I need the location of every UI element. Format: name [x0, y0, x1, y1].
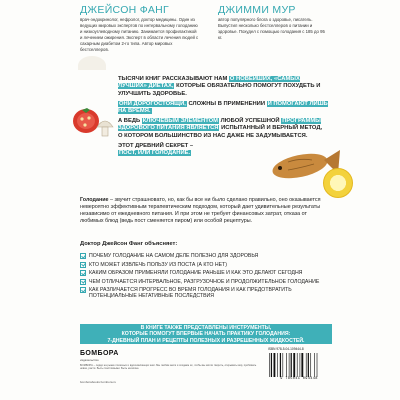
checklist: [80, 253, 330, 302]
checkbox-icon: [80, 253, 86, 259]
list-item: [80, 262, 330, 268]
author-moore: [218, 4, 328, 41]
intro-text-run: ТЫСЯЧИ КНИГ РАССКАЗЫВАЮТ НАМ: [118, 76, 229, 82]
checkbox-icon: [80, 270, 86, 276]
fasting-term: Голодание: [80, 197, 109, 203]
intro-highlight: ОНИ ДОРОГОСТОЯЩИ,: [119, 100, 186, 107]
intro-highlight: ПРОГРАММЫ ЗДОРОВОГО ПИТАНИЯ ЯВЛЯЕТСЯ: [118, 118, 321, 132]
isbn: ISBN 978-5-04-109444-8: [268, 347, 304, 351]
intro-highlight: ПОСТ, ИЛИ ГОЛОДАНИЕ.: [119, 150, 191, 157]
barcode-digits: 9 785041 094448: [280, 377, 318, 381]
lemon-illustration: [323, 168, 353, 198]
tools-line: 7-ДНЕВНЫЙ ПЛАН И РЕЦЕПТЫ ПОЛЕЗНЫХ И РАЗРЕШЕННЫХ ЖИДКОСТЕЙ.: [107, 337, 305, 344]
intro-paragraph: [118, 101, 328, 116]
list-item-text: ЧЕМ ОТЛИЧАЕТСЯ ИНТЕРВАЛЬНОЕ, РАЗГРУЗОЧНОЕ И ПРОДОЛЖИТЕЛЬНОЕ ГОЛОДАНИЕ: [89, 278, 320, 285]
intro-highlight: КЛЮЧЕВЫМ ЭЛЕМЕНТОМ: [142, 118, 218, 125]
author-bio: врач-эндокринолог, нефролог, доктор медицины. Один из ведущих мировых экспертов по интервальному голоданию и низкоуглеводному питанию. Занимается профилактикой и лечением ожирения. Эксперт в области лечения людей с сахарным диабетом 2-го типа. Автор мировых бестселлеров.: [80, 17, 199, 53]
intro-text-run: КОТОРЫЕ ОБЯЗАТЕЛЬНО ПОМОГУТ ПОХУДЕТЬ И УЛУЧШИТЬ ЗДОРОВЬЕ.: [118, 83, 321, 97]
barcode: [268, 353, 330, 377]
list-item: [80, 279, 330, 285]
intro-paragraph: [118, 76, 328, 98]
checkbox-icon: [80, 262, 86, 268]
checkbox-icon: [80, 287, 86, 293]
mushroom-illustration: [78, 56, 106, 70]
list-item: [80, 270, 330, 276]
author-name: ДЖЕЙСОН ФАНГ: [80, 4, 169, 16]
mushroom-illustration: [96, 117, 114, 137]
intro-text-run: ИСПЫТАННЫЙ И ВЕРНЫЙ МЕТОД, О КОТОРОМ БОЛЬШИНСТВО ИЗ НАС ДАЖЕ НЕ ЗАДУМЫВАЕТСЯ.: [118, 125, 323, 139]
doctor-heading: Доктор Джейсон Фанг объясняет:: [80, 241, 178, 247]
list-item: [80, 287, 330, 299]
list-item-text: КАК РАЗЛИЧАЕТСЯ ПРОГРЕСС ВО ВРЕМЯ ГОЛОДАНИЯ И КАК ПРЕДОТВРАТИТЬ ПОТЕНЦИАЛЬНЫЕ НЕГАТИВНЫЕ ПОСЛЕДСТВИЯ: [89, 287, 292, 300]
publisher-subtitle: издательство: [80, 358, 99, 362]
intro-text-run: ЭТОТ ДРЕВНИЙ СЕКРЕТ –: [118, 142, 194, 149]
tools-banner: [80, 324, 332, 344]
tools-line: В КНИГЕ ТАКЖЕ ПРЕДСТАВЛЕНЫ ИНСТРУМЕНТЫ,: [140, 325, 272, 331]
publisher-logo: БОМБОРА: [80, 350, 119, 357]
intro-text-run: СЛОЖНЫ В ПРИМЕНЕНИИ: [186, 100, 267, 107]
list-item-text: КТО МОЖЕТ ИЗВЛЕЧЬ ПОЛЬЗУ ИЗ ПОСТА (А КТО НЕТ): [89, 261, 227, 268]
tools-line: КОТОРЫЕ ПОМОГУТ ВПЕРВЫЕ НАЧАТЬ ПРАКТИКУ ГОЛОДАНИЯ:: [121, 331, 291, 338]
intro-text-run: ЛЮБОЙ УСПЕШНОЙ: [218, 118, 282, 125]
list-item-text: ПОЧЕМУ ГОЛОДАНИЕ НА САМОМ ДЕЛЕ ПОЛЕЗНО ДЛЯ ЗДОРОВЬЯ: [89, 253, 259, 259]
intro-highlight: И ПОМОГАЮТ ЛИШЬ НА ВРЕМЯ.: [118, 100, 328, 115]
author-bio: автор популярного блога о здоровье, писатель. Выпустил несколько бестселлеров о питании и здоровье. Похудел с помощью голодания с 185 до 95 кг.: [218, 17, 325, 41]
intro-text-run: А ВЕДЬ: [118, 118, 142, 125]
fasting-description: [80, 197, 330, 225]
publisher-blurb: БОМБОРА – лидер на рынке полезных и вдохновляющих книг. Мы любим книги и создаем их, чтобы вы могли творить, открывать мир, пробовать новое, расти. Быть счастливыми. Быть на волне.: [80, 364, 257, 371]
checkbox-icon: [80, 279, 86, 285]
fasting-text: – звучит страшновато, но, как бы все ни было сделано правильно, оно оказывается невероятно эффективным терапевтическим подходом, который дает удивительные результаты независимо от ежедневного питания. И при этом не требует финансовых затрат, отказа от любимых блюд (ведь пост сменяется пиром) или особой рецептуры.: [80, 197, 321, 224]
publisher-social: bomborabooks bombora.ru: [80, 380, 117, 384]
intro-paragraph: [118, 118, 328, 140]
intro-highlight: О НОВЕЙШИХ, «САМЫХ ЛУЧШИХ» ДИЕТАХ,: [118, 76, 300, 90]
author-name: ДЖИММИ МУР: [218, 4, 296, 16]
list-item: [80, 253, 330, 259]
list-item-text: КАКИМ ОБРАЗОМ ПРИМЕНЯЛИ ГОЛОДАНИЕ РАНЬШЕ И КАК ЭТО ДЕЛАЮТ СЕГОДНЯ: [89, 270, 303, 276]
author-fung: [80, 4, 200, 54]
